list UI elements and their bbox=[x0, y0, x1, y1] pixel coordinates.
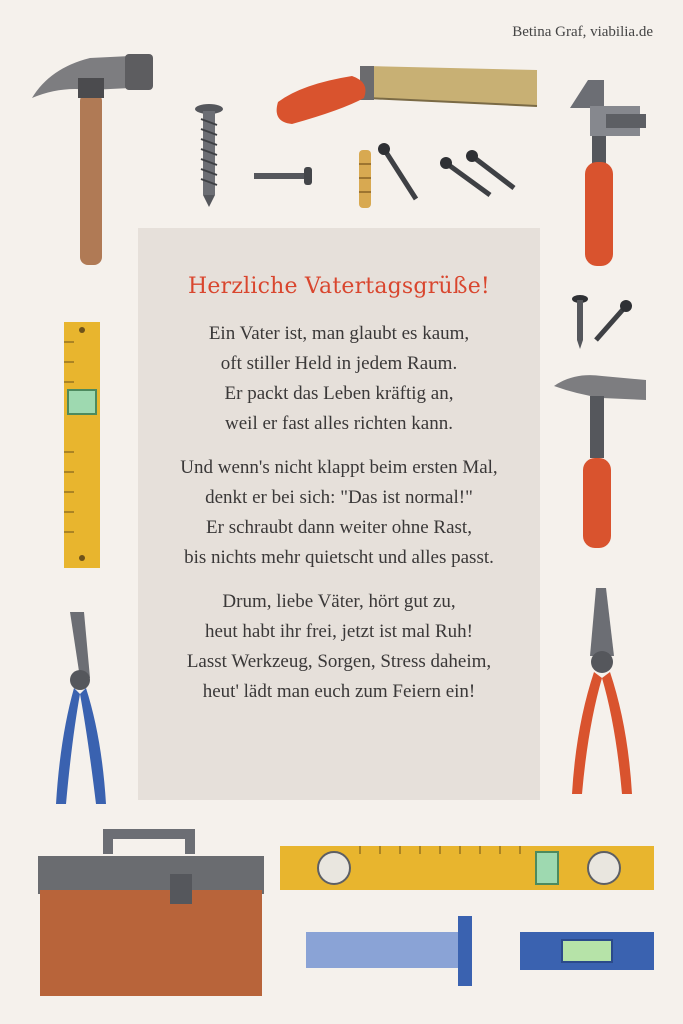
poem-stanza bbox=[138, 453, 540, 573]
poem-line: Er packt das Leben kräftig an, bbox=[224, 383, 454, 404]
saw-icon bbox=[272, 62, 542, 134]
card-title: Herzliche Vatertagsgrüße! bbox=[188, 274, 490, 299]
greeting-card bbox=[138, 228, 540, 800]
poem-stanza bbox=[138, 587, 540, 707]
screw-icon bbox=[592, 300, 632, 344]
screw-icon bbox=[572, 294, 588, 350]
poem-line: heut' lädt man euch zum Feiern ein! bbox=[202, 681, 476, 702]
poem-line: Lasst Werkzeug, Sorgen, Stress daheim, bbox=[186, 651, 492, 672]
folding-ruler-icon bbox=[62, 322, 102, 568]
poem-line: Drum, liebe Väter, hört gut zu, bbox=[222, 591, 456, 612]
poem-line: oft stiller Held in jedem Raum. bbox=[220, 353, 458, 374]
screw-icon bbox=[378, 143, 422, 203]
poem-line: bis nichts mehr quietscht und alles passt. bbox=[184, 547, 494, 568]
toolbox-icon bbox=[34, 826, 268, 1000]
poem-line: Und wenn's nicht klappt beim ersten Mal, bbox=[180, 457, 498, 478]
credit-text: Betina Graf, viabilia.de bbox=[512, 24, 653, 40]
screw-icon bbox=[193, 103, 225, 208]
spirit-level-icon bbox=[280, 844, 656, 894]
poem-stanza bbox=[138, 319, 540, 439]
screw-icon bbox=[466, 150, 518, 194]
poem-line: weil er fast alles richten kann. bbox=[225, 413, 453, 434]
pliers-icon bbox=[50, 608, 112, 808]
poem-line: denkt er bei sich: "Das ist normal!" bbox=[205, 487, 473, 508]
poem-line: Er schraubt dann weiter ohne Rast, bbox=[206, 517, 472, 538]
screw-icon bbox=[252, 165, 316, 187]
wrench-icon bbox=[566, 78, 652, 270]
t-square-icon bbox=[306, 914, 476, 990]
poem-line: Ein Vater ist, man glaubt es kaum, bbox=[208, 323, 470, 344]
wall-plug-icon bbox=[357, 150, 373, 210]
poem-line: heut habt ihr frei, jetzt ist mal Ruh! bbox=[204, 621, 474, 642]
hammer-icon bbox=[554, 372, 650, 552]
pliers-icon bbox=[566, 586, 640, 800]
spirit-level-icon bbox=[520, 930, 656, 972]
